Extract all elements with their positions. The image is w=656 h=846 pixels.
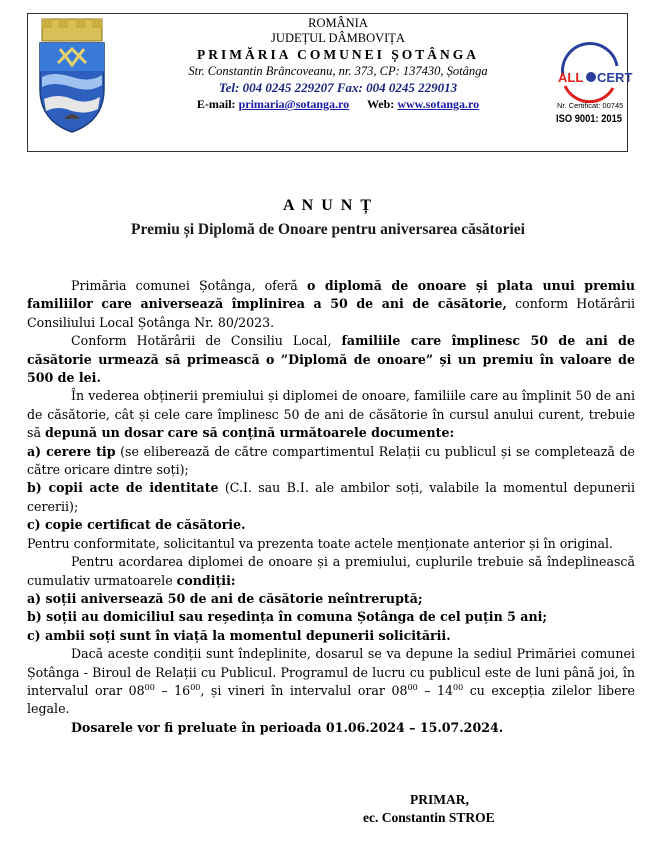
text-run: Dacă aceste condiții sunt îndeplinite, dosarul se va depune la sediul Primăriei comunei Șotânga - xyxy=(27,646,635,680)
signature-name: ec. Constantin STROE xyxy=(363,810,495,825)
announcement-title: A N U N Ț xyxy=(282,197,373,214)
cert-brand-right: CERT xyxy=(597,70,633,85)
web-label: Web: xyxy=(366,97,395,111)
text-run: Conform Hotărârii de Consiliu Local, xyxy=(71,333,342,349)
text-run: condiții: xyxy=(176,572,236,588)
condition-item-b: b) soții au domiciliul sau reședința în comuna Șotânga de cel puțin 5 ani; xyxy=(27,609,548,625)
text-run: depună un dosar care să conțină următoarele documente: xyxy=(44,425,455,441)
address-line: Str. Constantin Brâncoveanu, nr. 373, CP: 137430, Șotânga xyxy=(188,64,488,78)
text-run: Primăria comunei Șotânga, oferă xyxy=(71,278,307,293)
email-label: E-mail: xyxy=(196,97,236,111)
text-run: – 14 xyxy=(417,682,454,698)
text-run: Biroul de Relații cu Publicul xyxy=(92,664,273,680)
superscript: 00 xyxy=(190,682,201,692)
superscript: 00 xyxy=(453,682,464,692)
coat-of-arms-icon xyxy=(36,19,108,134)
letterhead xyxy=(27,13,633,152)
superscript: 00 xyxy=(407,682,418,692)
text-run: conform Hotărârii Consiliului Local Șotânga Nr. 80/2023. xyxy=(27,296,635,330)
text-run: – 16 xyxy=(154,682,191,698)
iso-certification-logo xyxy=(555,36,633,136)
condition-item-a: a) soții aniversează 50 de ani de căsătorie neîntreruptă; xyxy=(27,590,423,606)
text-run: o diplomă de onoare și plata unui premiu familiilor care aniversează împlinirea a 50 de ani de căsătorie, xyxy=(27,278,635,312)
text-run: Pentru acordarea diplomei de onoare și a premiului, cuplurile trebuie să îndeplinească cumulativ urmatoarele xyxy=(27,554,635,588)
cert-iso: ISO 9001: 2015 xyxy=(556,113,622,125)
text-run: familiile care împlinesc 50 de ani de căsătorie urmează să primească o ”Diplomă de onoare” și un premiu în valoare de 500 de lei. xyxy=(27,333,635,386)
institution-name: PRIMĂRIA COMUNEI ȘOTÂNGA xyxy=(196,47,479,62)
text-run: cu excepția zilelor libere legale. xyxy=(27,682,635,717)
signature-role: PRIMAR, xyxy=(410,792,469,807)
paragraph-documents xyxy=(27,387,635,442)
paragraph-conditions xyxy=(27,553,635,590)
text-run: . Programul de lucru cu publicul este de luni până joi, în intervalul orar 08 xyxy=(27,664,635,698)
paragraph-intro xyxy=(27,277,635,332)
text-run: , și vineri în intervalul orar 08 xyxy=(200,682,408,698)
cert-brand-left: ALL xyxy=(558,70,584,85)
country-label: ROMÂNIA xyxy=(308,16,368,30)
text-run: a) cerere tip xyxy=(27,443,116,459)
web-link[interactable]: www.sotanga.ro xyxy=(397,97,480,111)
text-run: b) copii acte de identitate xyxy=(27,480,219,496)
letterhead-text xyxy=(123,16,553,113)
list-item-request xyxy=(27,443,635,480)
county-label: JUDEȚUL DÂMBOVIȚA xyxy=(271,31,405,45)
cert-number: Nr. Certificat: 00745 xyxy=(557,101,624,110)
text-run: (C.I. sau B.I. ale ambilor soți, valabile la momentul depunerii cererii); xyxy=(27,480,635,514)
condition-item-c: c) ambii soți sunt în viață la momentul depunerii solicitării. xyxy=(27,627,451,643)
paragraph-conformity: Pentru conformitate, solicitantul va prezenta toate actele menționate anterior și în original. xyxy=(27,535,614,551)
contact-line xyxy=(123,96,553,113)
superscript: 00 xyxy=(144,682,155,692)
phone-fax-line: Tel: 004 0245 229207 Fax: 004 0245 229013 xyxy=(218,80,458,95)
paragraph-deadline: Dosarele vor fi preluate în perioada 01.06.2024 – 15.07.2024. xyxy=(71,719,504,735)
paragraph-submission xyxy=(27,645,635,719)
text-run: În vederea obținerii premiului și diplomei de onoare, familiile care au împlinit 50 de ani de căsătorie, cât și cele care împlinesc 50 de ani de căsătorie în cursul anului curent, trebuie să xyxy=(27,388,635,441)
paragraph-decision xyxy=(27,332,635,387)
list-item-marriage-certificate: c) copie certificat de căsătorie. xyxy=(27,517,246,533)
text-run: (se eliberează de către compartimentul Relații cu publicul și se completează de către oricare dintre soți); xyxy=(27,443,635,478)
email-link[interactable]: primaria@sotanga.ro xyxy=(238,97,350,111)
announcement-body xyxy=(27,277,635,737)
announcement-subtitle: Premiu și Diplomă de Onoare pentru aniversarea căsătoriei xyxy=(131,221,525,238)
list-item-id-copies xyxy=(27,479,635,516)
